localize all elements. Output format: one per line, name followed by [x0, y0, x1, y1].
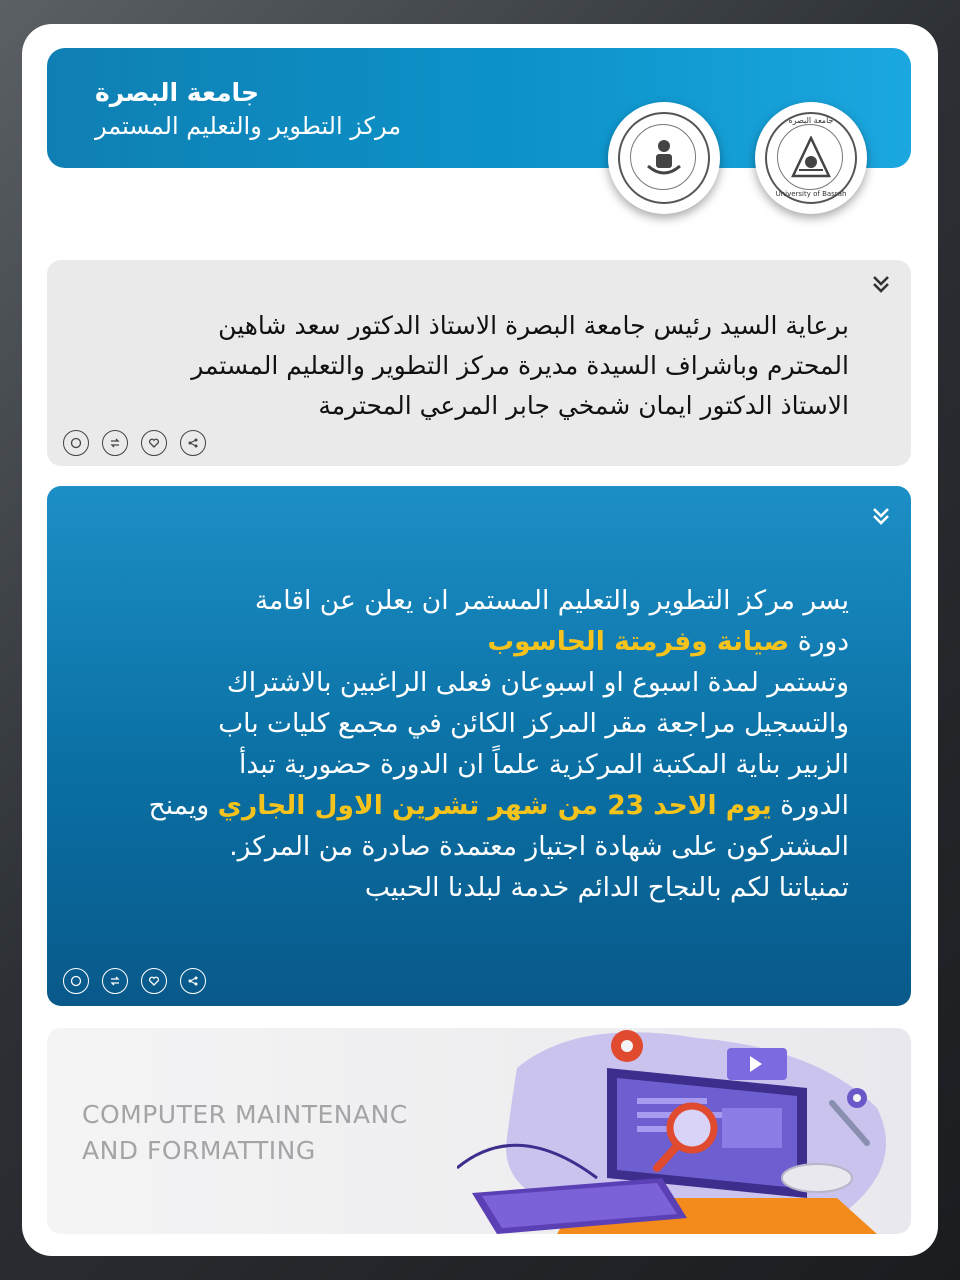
repost-icon[interactable]	[102, 430, 128, 456]
repost-icon[interactable]	[102, 968, 128, 994]
announcement-box	[47, 486, 911, 1006]
announcement-line: يسر مركز التطوير والتعليم المستمر ان يعلن عن اقامة	[254, 585, 849, 616]
banner-title-line2: AND FORMATTING	[82, 1136, 316, 1165]
university-seal-icon	[755, 102, 867, 214]
banner-title-line1: COMPUTER MAINTENANC	[82, 1100, 408, 1129]
comment-icon[interactable]	[63, 968, 89, 994]
computer-repair-illustration-icon	[457, 1028, 911, 1234]
comment-icon[interactable]	[63, 430, 89, 456]
course-prefix: دورة	[789, 626, 849, 657]
course-banner	[47, 1028, 911, 1234]
patronage-box	[47, 260, 911, 466]
university-name: جامعة البصرة	[95, 78, 259, 107]
center-seal-icon	[608, 102, 720, 214]
announcement-line: وتستمر لمدة اسبوع او اسبوعان فعلى الراغبين بالاشتراك	[226, 667, 849, 698]
share-icon[interactable]	[180, 968, 206, 994]
announcement-line: المشتركون على شهادة اجتياز معتمدة صادرة من المركز.	[229, 831, 849, 862]
like-icon[interactable]	[141, 968, 167, 994]
date-suffix: ويمنح	[148, 790, 218, 821]
share-icon[interactable]	[180, 430, 206, 456]
announcement-line: الزبير بناية المكتبة المركزية علماً ان الدورة حضورية تبدأ	[239, 749, 849, 780]
course-date: يوم الاحد 23 من شهر تشرين الاول الجاري	[217, 790, 772, 821]
patronage-text: برعاية السيد رئيس جامعة البصرة الاستاذ الدكتور سعد شاهين المحترم وباشراف السيدة مديرة مركز التطوير والتعليم المستمر الاستاذ الدكتور ايمان شمخي جابر المرعي المحترمة	[191, 311, 849, 420]
seal-text-top: جامعة البصرة	[788, 116, 834, 125]
course-name: صيانة وفرمتة الحاسوب	[487, 626, 790, 657]
announcement-line: والتسجيل مراجعة مقر المركز الكائن في مجمع كليات باب	[218, 708, 849, 739]
date-prefix: الدورة	[771, 790, 849, 821]
post-card	[22, 24, 938, 1256]
announcement-text	[59, 580, 849, 908]
seal-text-bottom: University of Basrah	[775, 190, 847, 198]
center-name: مركز التطوير والتعليم المستمر	[95, 112, 402, 140]
chevron-down-icon[interactable]	[871, 274, 891, 294]
chevron-down-icon[interactable]	[871, 506, 891, 526]
like-icon[interactable]	[141, 430, 167, 456]
announcement-line: تمنياتنا لكم بالنجاح الدائم خدمة لبلدنا الحبيب	[364, 872, 849, 903]
